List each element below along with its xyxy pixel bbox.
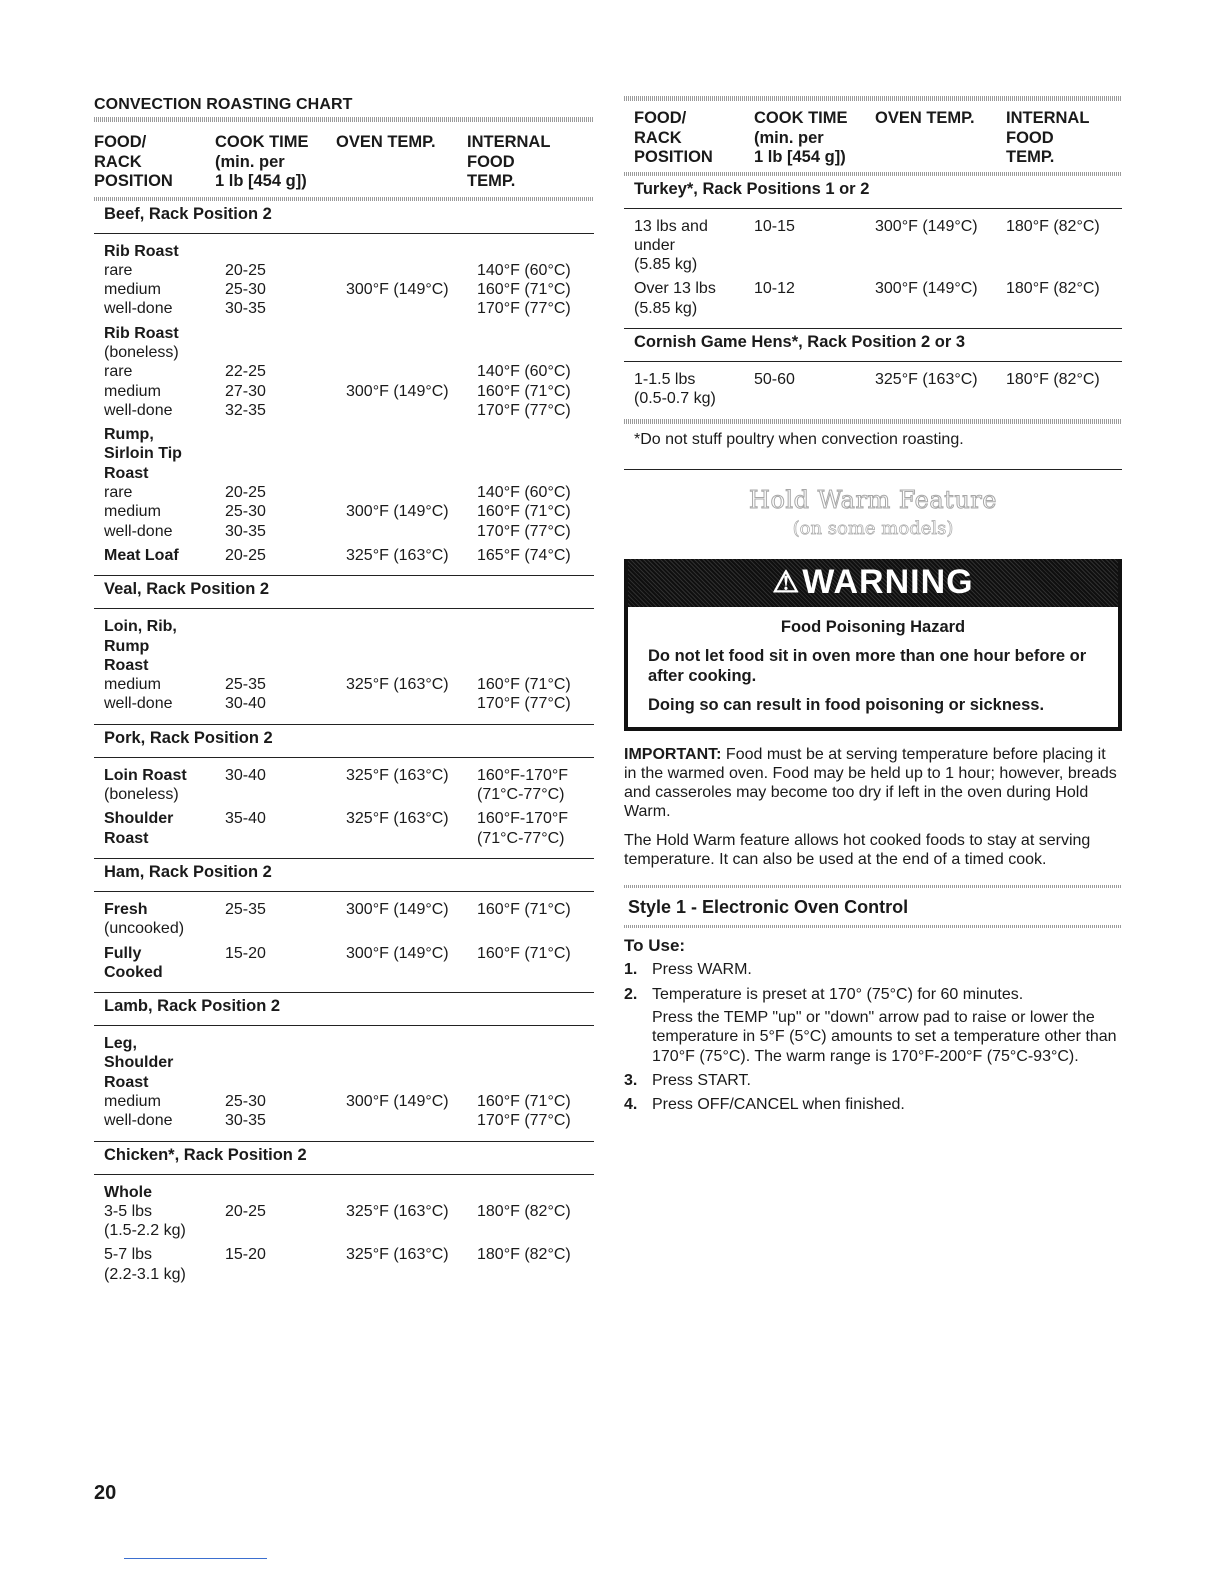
right-column [624, 96, 1122, 1119]
food-name: Meat Loaf [104, 546, 179, 564]
oven-temp: 300°F (149°C) [346, 503, 449, 521]
section-heading-cornish-hens: Cornish Game Hens*, Rack Position 2 or 3 [624, 329, 1122, 362]
list-item [624, 1095, 1122, 1114]
chart-title: CONVECTION ROASTING CHART [94, 96, 353, 113]
cook-time: 15-20 [225, 944, 266, 962]
cook-time: 30-40 [225, 766, 266, 784]
oven-temp: 300°F (149°C) [346, 944, 449, 962]
step-text: Temperature is preset at 170° (75°C) for 60 minutes. [652, 985, 1024, 1003]
food-detail: Over 13 lbs (5.85 kg) [634, 280, 716, 317]
section-body-lamb [94, 1026, 594, 1141]
food-name: Whole [104, 1183, 152, 1201]
oven-temp: 325°F (163°C) [346, 546, 449, 564]
table-row [634, 370, 1122, 409]
oven-temp: 300°F (149°C) [875, 280, 978, 298]
internal-temp: 160°F (71°C) 170°F (77°C) [477, 1093, 571, 1130]
section-heading-turkey: Turkey*, Rack Positions 1 or 2 [624, 176, 1122, 209]
table-row [634, 217, 1122, 275]
table-row [634, 279, 1122, 318]
step-number: 1. [624, 961, 638, 979]
oven-temp: 300°F (149°C) [346, 382, 449, 400]
section-body-chicken [94, 1175, 594, 1294]
cook-time: 20-25 25-30 30-35 [225, 261, 266, 318]
food-detail: rare medium well-done [104, 261, 173, 318]
step-number: 4. [624, 1096, 638, 1114]
section-body-veal [94, 609, 594, 724]
internal-temp: 180°F (82°C) [1006, 370, 1100, 388]
table-row [104, 324, 594, 420]
table-row [104, 617, 594, 713]
table-row [104, 242, 594, 319]
header-cook-time: COOK TIME (min. per 1 lb [454 g]) [215, 133, 309, 190]
cook-time: 20-25 [225, 546, 266, 564]
table-row [104, 1245, 594, 1284]
warning-body [628, 607, 1118, 727]
internal-temp: 165°F (74°C) [477, 546, 571, 564]
section-heading-ham: Ham, Rack Position 2 [94, 859, 594, 892]
step-number: 2. [624, 985, 638, 1003]
food-name: Rump, Sirloin Tip Roast [104, 426, 182, 482]
food-name: Rib Roast [104, 324, 179, 342]
cook-time: 20-25 [225, 1202, 266, 1220]
page-number: 20 [94, 1482, 117, 1504]
cook-time: 25-35 [225, 900, 266, 918]
oven-temp: 325°F (163°C) [346, 676, 449, 694]
list-item [624, 960, 1122, 979]
food-name: Loin, Rib, Rump Roast [104, 618, 177, 674]
list-item [624, 985, 1122, 1066]
table-row [104, 900, 594, 939]
internal-temp: 160°F-170°F (71°C-77°C) [477, 766, 569, 804]
table-row [104, 944, 594, 983]
section-body-cornish-hens [624, 362, 1122, 419]
cook-time: 25-35 30-40 [225, 676, 266, 713]
header-cook-time: COOK TIME (min. per 1 lb [454 g]) [754, 109, 848, 166]
oven-temp: 300°F (149°C) [875, 217, 978, 235]
food-detail: (uncooked) [104, 920, 185, 938]
header-internal-temp: INTERNAL FOOD TEMP. [467, 133, 551, 190]
section-heading-chicken: Chicken*, Rack Position 2 [94, 1142, 594, 1175]
oven-temp: 325°F (163°C) [346, 1246, 449, 1264]
internal-temp: 140°F (60°C) 160°F (71°C) 170°F (77°C) [477, 261, 571, 318]
cook-time: 22-25 27-30 32-35 [225, 363, 266, 419]
section-subtitle: (on some models) [792, 517, 954, 539]
food-name: Fresh [104, 900, 148, 918]
section-heading-beef: Beef, Rack Position 2 [94, 201, 594, 234]
food-name: Loin Roast [104, 766, 187, 784]
footnote: *Do not stuff poultry when convection roasting. [624, 424, 1122, 470]
oven-temp: 300°F (149°C) [346, 900, 449, 918]
cook-time: 25-30 30-35 [225, 1093, 266, 1130]
internal-temp: 180°F (82°C) [1006, 217, 1100, 235]
section-body-turkey [624, 209, 1122, 329]
feature-description: The Hold Warm feature allows hot cooked foods to stay at serving temperature. It can also be used at the end of a timed cook. [624, 831, 1091, 869]
internal-temp: 180°F (82°C) [477, 1246, 571, 1264]
food-detail: 3-5 lbs (1.5-2.2 kg) [104, 1202, 186, 1240]
internal-temp: 160°F (71°C) [477, 900, 571, 918]
header-food: FOOD/ RACK POSITION [94, 133, 173, 190]
food-name: Shoulder Roast [104, 810, 174, 847]
food-detail: rare medium well-done [104, 484, 173, 540]
warning-banner [628, 559, 1118, 607]
internal-temp: 180°F (82°C) [1006, 280, 1100, 298]
table-row [104, 425, 594, 541]
header-food: FOOD/ RACK POSITION [634, 109, 713, 166]
header-oven-temp: OVEN TEMP. [336, 133, 436, 151]
warning-box [624, 559, 1122, 731]
link-underline[interactable] [124, 1558, 267, 1559]
food-detail: 13 lbs and under (5.85 kg) [634, 217, 708, 274]
food-name: Fully Cooked [104, 944, 163, 981]
step-text: Press OFF/CANCEL when finished. [652, 1096, 905, 1114]
style-heading: Style 1 - Electronic Oven Control [624, 881, 1122, 928]
oven-temp: 300°F (149°C) [346, 281, 449, 299]
steps-list [624, 960, 1122, 1114]
cook-time: 50-60 [754, 370, 795, 388]
oven-temp: 325°F (163°C) [346, 766, 449, 784]
important-label: IMPORTANT: [624, 745, 722, 763]
chart-header-row [94, 122, 594, 197]
cook-time: 20-25 25-30 30-35 [225, 484, 266, 540]
convection-roasting-chart [94, 96, 594, 1294]
hazard-title: Food Poisoning Hazard [780, 617, 966, 636]
oven-temp: 325°F (163°C) [346, 1202, 449, 1220]
header-oven-temp: OVEN TEMP. [875, 109, 975, 127]
food-name: Leg, Shoulder Roast [104, 1035, 174, 1091]
step-extra: Press the TEMP "up" or "down" arrow pad to raise or lower the temperature in 5°F (5°C) amounts to set a temperature other than 170°F (75°C). The warm range is 170°F-200°F (75°C-93°C). [652, 1008, 1117, 1065]
section-heading-lamb: Lamb, Rack Position 2 [94, 993, 594, 1026]
oven-temp: 325°F (163°C) [346, 810, 449, 828]
food-detail: (boneless) [104, 786, 179, 804]
internal-temp: 140°F (60°C) 160°F (71°C) 170°F (77°C) [477, 484, 571, 540]
food-name: Rib Roast [104, 242, 179, 260]
internal-temp: 180°F (82°C) [477, 1202, 571, 1220]
oven-temp: 325°F (163°C) [875, 370, 978, 388]
cook-time: 35-40 [225, 810, 266, 828]
section-body-ham [94, 892, 594, 993]
section-title: Hold Warm Feature [749, 485, 997, 514]
cook-time: 10-12 [754, 280, 795, 298]
oven-temp: 300°F (149°C) [346, 1093, 449, 1110]
table-row [104, 809, 594, 848]
table-row [104, 766, 594, 805]
warning-text: Do not let food sit in oven more than one hour before or after cooking. [648, 646, 1087, 685]
important-note [624, 745, 1122, 822]
food-detail: 5-7 lbs (2.2-3.1 kg) [104, 1246, 186, 1283]
list-item [624, 1071, 1122, 1090]
internal-temp: 160°F (71°C) [477, 944, 571, 962]
internal-temp: 140°F (60°C) 160°F (71°C) 170°F (77°C) [477, 363, 571, 419]
to-use-heading: To Use: [624, 936, 686, 956]
table-row [104, 1034, 594, 1130]
header-internal-temp: INTERNAL FOOD TEMP. [1006, 109, 1090, 166]
food-detail: 1-1.5 lbs (0.5-0.7 kg) [634, 370, 716, 408]
food-detail: (boneless) rare medium well-done [104, 343, 179, 419]
food-detail: medium well-done [104, 676, 173, 713]
section-heading-pork: Pork, Rack Position 2 [94, 725, 594, 758]
internal-temp: 160°F (71°C) 170°F (77°C) [477, 676, 571, 713]
section-body-beef [94, 234, 594, 577]
cook-time: 10-15 [754, 217, 795, 235]
table-row [104, 1183, 594, 1241]
step-text: Press WARM. [652, 961, 752, 979]
food-detail: medium well-done [104, 1093, 173, 1130]
important-text: Food must be at serving temperature before placing it in the warmed oven. Food may be held up to 1 hour; however, breads and casseroles may become too dry if left in the oven during Hold Warm. [624, 745, 1117, 821]
cook-time: 15-20 [225, 1246, 266, 1264]
warning-triangle-icon: ⚠ [772, 566, 801, 600]
section-heading-veal: Veal, Rack Position 2 [94, 576, 594, 609]
chart-header-row [624, 101, 1122, 172]
warning-banner-label: WARNING [802, 563, 974, 602]
internal-temp: 160°F-170°F (71°C-77°C) [477, 810, 569, 847]
table-row [104, 546, 594, 565]
step-text: Press START. [652, 1071, 751, 1089]
section-body-pork [94, 758, 594, 859]
warning-consequence: Doing so can result in food poisoning or sickness. [648, 695, 1045, 714]
step-number: 3. [624, 1071, 638, 1089]
